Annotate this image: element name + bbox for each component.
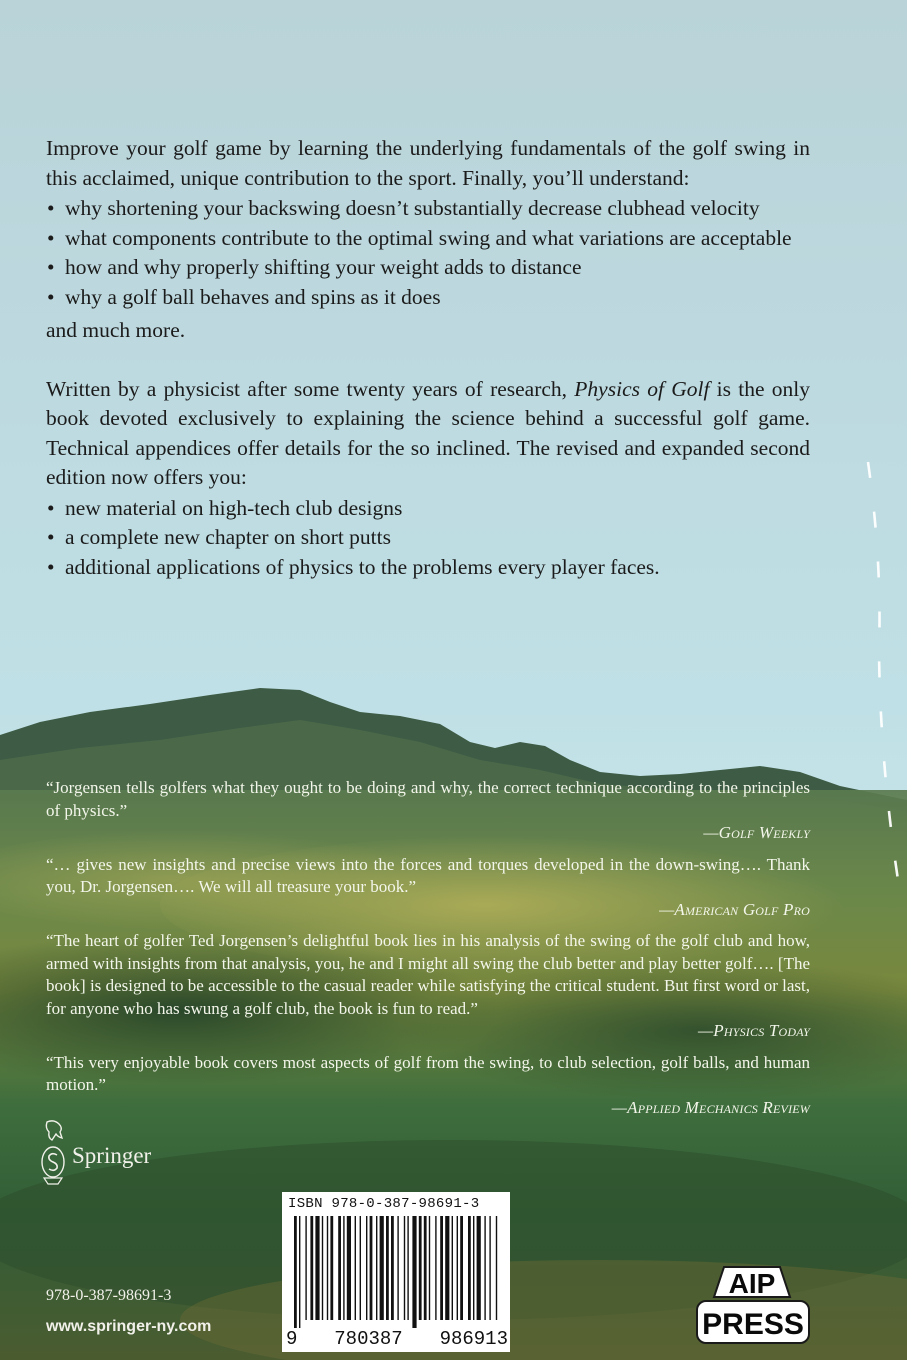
- barcode-bar: [305, 1216, 306, 1320]
- aip-text: AIP: [728, 1268, 776, 1299]
- springer-logo: [38, 1118, 151, 1186]
- second-paragraph-start: Written by a physicist after some twenty years of research,: [46, 376, 575, 401]
- barcode-bar: [391, 1216, 394, 1320]
- barcode-bar: [473, 1216, 474, 1320]
- review-quote: [46, 930, 810, 1043]
- list-item: • what components contribute to the optimal swing and what variations are acceptable: [46, 224, 810, 254]
- barcode-bars: [282, 1216, 510, 1328]
- quote-text: “Jorgensen tells golfers what they ought to be doing and why, the correct technique according to the principles of physics.”: [46, 778, 810, 820]
- review-quote: [46, 777, 810, 845]
- book-title: Physics of Golf: [574, 376, 710, 401]
- barcode-bar: [343, 1216, 344, 1320]
- list-item: • a complete new chapter on short putts: [46, 523, 810, 553]
- intro-paragraph: Improve your golf game by learning the underlying fundamentals of the golf swing in this acclaimed, unique contribution to the sport. Finally, you’ll understand:: [46, 136, 810, 190]
- barcode-digit-group: 780387: [334, 1328, 403, 1350]
- review-quote: [46, 854, 810, 922]
- barcode-bar: [424, 1216, 427, 1320]
- barcode-bar: [440, 1216, 443, 1320]
- barcode-bar: [386, 1216, 389, 1320]
- publisher-url: www.springer-ny.com: [46, 1318, 212, 1335]
- barcode-bar: [310, 1216, 313, 1320]
- list-item: • why a golf ball behaves and spins as it does: [46, 283, 810, 313]
- second-paragraph: [46, 375, 810, 493]
- quote-source: —Applied Mechanics Review: [611, 1097, 810, 1117]
- barcode-bar: [376, 1216, 377, 1320]
- barcode-bar: [445, 1216, 449, 1320]
- barcode-bar: [429, 1216, 430, 1320]
- barcode-bar: [412, 1216, 416, 1328]
- list-item: • additional applications of physics to the problems every player faces.: [46, 553, 810, 583]
- list-item: • why shortening your backswing doesn’t substantially decrease clubhead velocity: [46, 194, 810, 224]
- quote-text: “The heart of golfer Ted Jorgensen’s delightful book lies in his analysis of the swing of the golf club and how, armed with insights from that analysis, you, he and I might all swing the club better and play better golf…. [The book] is designed to be accessible to the casual reader while satisfying the critical student. But first word or last, for anyone who has swung a golf club, the book is fun to read.”: [46, 931, 810, 1018]
- quote-source: —Physics Today: [697, 1021, 810, 1040]
- barcode-bar: [294, 1216, 297, 1328]
- barcode-digits: [286, 1328, 508, 1350]
- barcode-bar: [457, 1216, 458, 1320]
- press-text: PRESS: [702, 1308, 804, 1341]
- barcode-bar: [380, 1216, 384, 1320]
- barcode-bar: [327, 1216, 328, 1320]
- barcode-bar: [452, 1216, 453, 1320]
- barcode-bar: [330, 1216, 333, 1320]
- barcode-bar: [460, 1216, 463, 1320]
- aip-press-logo: [694, 1263, 812, 1347]
- barcode-bar: [338, 1216, 341, 1320]
- barcode-bar: [407, 1216, 408, 1320]
- barcode-bar: [299, 1216, 300, 1328]
- barcode-bar: [468, 1216, 471, 1320]
- barcode-bar: [489, 1216, 490, 1320]
- barcode-digit-group: 9: [286, 1328, 298, 1350]
- barcode-bar: [496, 1216, 497, 1320]
- springer-wordmark: Springer: [72, 1143, 152, 1168]
- barcode: [282, 1192, 510, 1352]
- barcode-bar: [315, 1216, 319, 1320]
- barcode-digit-group: 986913: [439, 1328, 508, 1350]
- barcode-isbn-label: ISBN 978-0-387-98691-3: [288, 1196, 480, 1212]
- barcode-bar: [360, 1216, 361, 1320]
- barcode-bar: [435, 1216, 436, 1320]
- barcode-bar: [397, 1216, 398, 1320]
- barcode-bar: [355, 1216, 356, 1320]
- description-text: [46, 134, 810, 586]
- quote-source: —American Golf Pro: [659, 899, 810, 919]
- barcode-bar: [484, 1216, 485, 1320]
- benefits-list-1: [46, 194, 810, 312]
- isbn-number: 978-0-387-98691-3: [46, 1287, 172, 1304]
- quote-source: —Golf Weekly: [703, 823, 810, 842]
- barcode-bar: [477, 1216, 481, 1320]
- barcode-bar: [419, 1216, 422, 1320]
- barcode-bar: [366, 1216, 367, 1320]
- quote-text: “… gives new insights and precise views into the forces and torques developed in the down-swing…. Thank you, Dr. Jorgensen…. We will all treasure your book.”: [46, 854, 810, 896]
- and-more-text: and much more.: [46, 318, 186, 342]
- barcode-bar: [322, 1216, 323, 1320]
- barcode-bar: [370, 1216, 373, 1320]
- springer-knight-icon: [38, 1118, 68, 1186]
- barcode-bar: [347, 1216, 351, 1320]
- quote-text: “This very enjoyable book covers most aspects of golf from the swing, to club selection, golf balls, and human motion.”: [46, 1052, 810, 1094]
- review-quotes: [46, 777, 810, 1128]
- second-paragraph-end: is the only book devoted exclusively to explaining the science behind a successful golf game. Technical appendices offer details for the so inclined. The revised and expanded second edition now offers you:: [46, 376, 810, 489]
- review-quote: [46, 1052, 810, 1120]
- list-item: • how and why properly shifting your weight adds to distance: [46, 253, 810, 283]
- benefits-list-2: [46, 494, 810, 583]
- barcode-bar: [404, 1216, 405, 1320]
- list-item: • new material on high-tech club designs: [46, 494, 810, 524]
